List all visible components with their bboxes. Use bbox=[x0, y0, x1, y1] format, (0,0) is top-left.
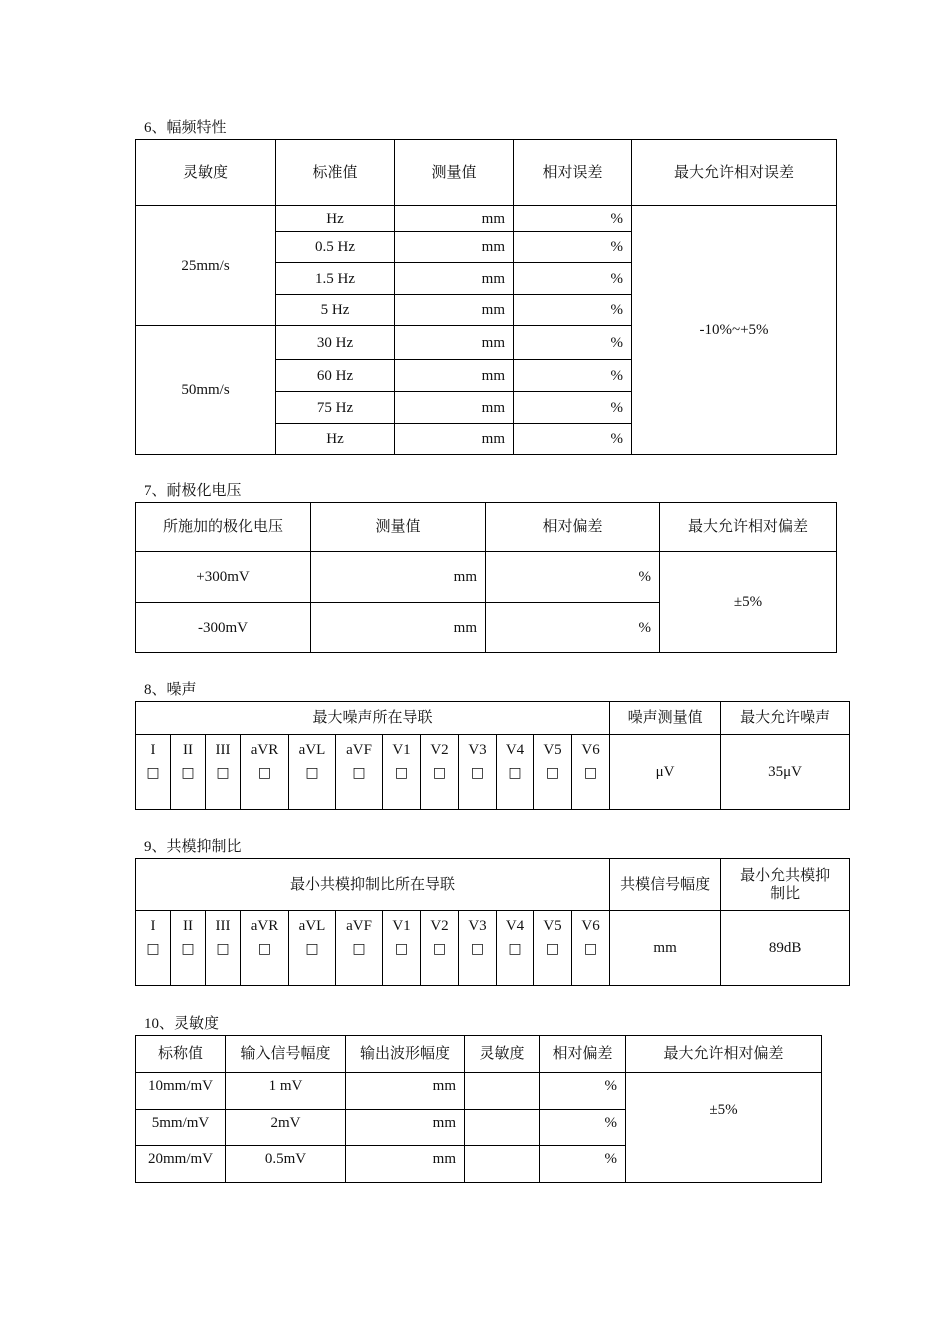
lead-option-v4[interactable] bbox=[497, 735, 534, 810]
common-mode-amplitude-value[interactable]: mm bbox=[610, 911, 721, 986]
lead-label: aVL bbox=[298, 742, 326, 758]
checkbox-icon[interactable]: □ bbox=[352, 941, 366, 957]
lead-label: V5 bbox=[543, 742, 562, 758]
lead-option-v5[interactable] bbox=[534, 911, 572, 986]
checkbox-icon[interactable]: □ bbox=[470, 941, 485, 957]
sensitivity-cell[interactable] bbox=[465, 1146, 540, 1183]
max-allowed-deviation-value: ±5% bbox=[660, 552, 837, 653]
measured-value-cell[interactable]: mm bbox=[395, 295, 514, 326]
max-allowed-deviation-value: ±5% bbox=[626, 1073, 822, 1183]
header-max-noise-lead: 最大噪声所在导联 bbox=[136, 702, 610, 735]
header-measured-value: 测量值 bbox=[311, 503, 486, 552]
noise-measured-value[interactable]: μV bbox=[610, 735, 721, 810]
nominal-value-cell: 5mm/mV bbox=[136, 1110, 226, 1146]
max-allowed-error-value: -10%~+5% bbox=[632, 206, 837, 455]
nominal-value-cell: 10mm/mV bbox=[136, 1073, 226, 1110]
header-measured-value: 测量值 bbox=[395, 140, 514, 206]
header-output-amplitude: 输出波形幅度 bbox=[346, 1036, 465, 1073]
lead-option-ii[interactable] bbox=[171, 911, 206, 986]
relative-deviation-cell[interactable]: % bbox=[540, 1146, 626, 1183]
group-25mm-s: 25mm/s bbox=[136, 206, 276, 326]
measured-value-cell[interactable]: mm bbox=[311, 603, 486, 653]
output-amplitude-cell[interactable]: mm bbox=[346, 1146, 465, 1183]
header-nominal-value: 标称值 bbox=[136, 1036, 226, 1073]
relative-error-cell[interactable]: % bbox=[514, 206, 632, 232]
lead-label: V6 bbox=[581, 742, 600, 758]
section-7-title: 7、耐极化电压 bbox=[144, 483, 242, 499]
measured-value-cell[interactable]: mm bbox=[395, 263, 514, 295]
lead-option-avl[interactable] bbox=[289, 735, 336, 810]
lead-option-iii[interactable] bbox=[206, 735, 241, 810]
lead-label: V4 bbox=[505, 918, 525, 934]
checkbox-icon[interactable]: □ bbox=[508, 941, 522, 957]
measured-value-cell[interactable]: mm bbox=[395, 360, 514, 392]
lead-option-avl[interactable] bbox=[289, 911, 336, 986]
header-relative-deviation: 相对偏差 bbox=[486, 503, 660, 552]
measured-value-cell[interactable]: mm bbox=[311, 552, 486, 603]
lead-label: aVR bbox=[250, 742, 279, 758]
header-max-allowed-deviation: 最大允许相对偏差 bbox=[626, 1036, 822, 1073]
lead-label: V4 bbox=[505, 742, 525, 758]
lead-label: V5 bbox=[543, 918, 562, 934]
relative-error-cell[interactable]: % bbox=[514, 392, 632, 424]
lead-label: V1 bbox=[392, 918, 411, 934]
header-relative-error: 相对误差 bbox=[514, 140, 632, 206]
cmrr-table bbox=[135, 858, 850, 986]
lead-option-v6[interactable] bbox=[572, 735, 610, 810]
lead-option-avr[interactable] bbox=[241, 911, 289, 986]
input-amplitude-cell: 0.5mV bbox=[226, 1146, 346, 1183]
header-max-allowed-noise: 最大允许噪声 bbox=[721, 702, 850, 735]
section-9-title: 9、共模抑制比 bbox=[144, 839, 242, 855]
lead-option-iii[interactable] bbox=[206, 911, 241, 986]
relative-error-cell[interactable]: % bbox=[514, 263, 632, 295]
input-amplitude-cell: 1 mV bbox=[226, 1073, 346, 1110]
checkbox-icon[interactable]: □ bbox=[257, 765, 272, 781]
checkbox-icon[interactable]: □ bbox=[181, 765, 195, 781]
checkbox-icon[interactable]: □ bbox=[181, 941, 195, 957]
relative-deviation-cell[interactable]: % bbox=[486, 603, 660, 653]
checkbox-icon[interactable]: □ bbox=[432, 941, 447, 957]
checkbox-icon[interactable]: □ bbox=[394, 941, 409, 957]
measured-value-cell[interactable]: mm bbox=[395, 424, 514, 455]
checkbox-icon[interactable]: □ bbox=[216, 765, 230, 781]
lead-label: aVR bbox=[250, 918, 279, 934]
lead-label: V2 bbox=[430, 918, 449, 934]
header-min-allowed-cmrr: 最小允共模抑制比 bbox=[721, 859, 850, 911]
output-amplitude-cell[interactable]: mm bbox=[346, 1073, 465, 1110]
output-amplitude-cell[interactable]: mm bbox=[346, 1110, 465, 1146]
lead-label: III bbox=[215, 742, 231, 758]
applied-voltage-cell: -300mV bbox=[136, 603, 311, 653]
checkbox-icon[interactable]: □ bbox=[257, 941, 272, 957]
sensitivity-table bbox=[135, 1035, 822, 1183]
measured-value-cell[interactable]: mm bbox=[395, 326, 514, 360]
lead-label: II bbox=[183, 918, 193, 934]
standard-value-cell: 5 Hz bbox=[276, 295, 395, 326]
group-50mm-s: 50mm/s bbox=[136, 326, 276, 455]
standard-value-cell: 1.5 Hz bbox=[276, 263, 395, 295]
lead-option-v4[interactable] bbox=[497, 911, 534, 986]
lead-label: I bbox=[150, 918, 156, 934]
min-allowed-cmrr-value: 89dB bbox=[721, 911, 850, 986]
lead-option-i[interactable] bbox=[136, 735, 171, 810]
lead-label: V3 bbox=[468, 742, 487, 758]
lead-option-avr[interactable] bbox=[241, 735, 289, 810]
section-6-title: 6、幅频特性 bbox=[144, 120, 227, 136]
lead-label: V2 bbox=[430, 742, 449, 758]
checkbox-icon[interactable]: □ bbox=[545, 941, 560, 957]
checkbox-icon[interactable]: □ bbox=[216, 941, 230, 957]
lead-label: aVL bbox=[298, 918, 326, 934]
lead-option-avf[interactable] bbox=[336, 911, 383, 986]
checkbox-icon[interactable]: □ bbox=[352, 765, 366, 781]
header-input-amplitude: 输入信号幅度 bbox=[226, 1036, 346, 1073]
polarization-voltage-table bbox=[135, 502, 837, 653]
standard-value-cell: 60 Hz bbox=[276, 360, 395, 392]
relative-error-cell[interactable]: % bbox=[514, 232, 632, 263]
applied-voltage-cell: +300mV bbox=[136, 552, 311, 603]
relative-error-cell[interactable]: % bbox=[514, 360, 632, 392]
lead-option-v6[interactable] bbox=[572, 911, 610, 986]
lead-option-v2[interactable] bbox=[421, 911, 459, 986]
checkbox-icon[interactable]: □ bbox=[432, 765, 447, 781]
input-amplitude-cell: 2mV bbox=[226, 1110, 346, 1146]
lead-option-v1[interactable] bbox=[383, 911, 421, 986]
checkbox-icon[interactable]: □ bbox=[305, 941, 319, 957]
lead-label: II bbox=[183, 742, 193, 758]
relative-deviation-cell[interactable]: % bbox=[540, 1073, 626, 1110]
relative-deviation-cell[interactable]: % bbox=[540, 1110, 626, 1146]
checkbox-icon[interactable]: □ bbox=[394, 765, 409, 781]
sensitivity-cell[interactable] bbox=[465, 1073, 540, 1110]
measured-value-cell[interactable]: mm bbox=[395, 392, 514, 424]
header-sensitivity: 灵敏度 bbox=[136, 140, 276, 206]
lead-label: aVF bbox=[346, 742, 372, 758]
standard-value-cell: 75 Hz bbox=[276, 392, 395, 424]
lead-label: V3 bbox=[468, 918, 487, 934]
header-max-allowed-deviation: 最大允许相对偏差 bbox=[660, 503, 837, 552]
lead-option-i[interactable] bbox=[136, 911, 171, 986]
lead-option-avf[interactable] bbox=[336, 735, 383, 810]
checkbox-icon[interactable]: □ bbox=[146, 941, 160, 957]
checkbox-icon[interactable]: □ bbox=[545, 765, 560, 781]
checkbox-icon[interactable]: □ bbox=[470, 765, 485, 781]
lead-label: V6 bbox=[581, 918, 600, 934]
header-standard-value: 标准值 bbox=[276, 140, 395, 206]
header-noise-measured: 噪声测量值 bbox=[610, 702, 721, 735]
header-sensitivity: 灵敏度 bbox=[465, 1036, 540, 1073]
header-relative-deviation: 相对偏差 bbox=[540, 1036, 626, 1073]
standard-value-cell: 30 Hz bbox=[276, 326, 395, 360]
lead-option-v2[interactable] bbox=[421, 735, 459, 810]
lead-option-ii[interactable] bbox=[171, 735, 206, 810]
lead-option-v1[interactable] bbox=[383, 735, 421, 810]
header-min-cmrr-lead: 最小共模抑制比所在导联 bbox=[136, 859, 610, 911]
lead-option-v3[interactable] bbox=[459, 911, 497, 986]
relative-error-cell[interactable]: % bbox=[514, 295, 632, 326]
measured-value-cell[interactable]: mm bbox=[395, 206, 514, 232]
standard-value-cell: Hz bbox=[276, 424, 395, 455]
max-allowed-noise-value: 35μV bbox=[721, 735, 850, 810]
lead-option-v3[interactable] bbox=[459, 735, 497, 810]
header-max-allowed-error: 最大允许相对误差 bbox=[632, 140, 837, 206]
lead-label: aVF bbox=[346, 918, 372, 934]
measured-value-cell[interactable]: mm bbox=[395, 232, 514, 263]
relative-error-cell[interactable]: % bbox=[514, 326, 632, 360]
freq-response-table bbox=[135, 139, 837, 455]
checkbox-icon[interactable]: □ bbox=[583, 941, 598, 957]
checkbox-icon[interactable]: □ bbox=[508, 765, 522, 781]
standard-value-cell: 0.5 Hz bbox=[276, 232, 395, 263]
checkbox-icon[interactable]: □ bbox=[146, 765, 160, 781]
header-common-mode-amplitude: 共模信号幅度 bbox=[610, 859, 721, 911]
section-10-title: 10、灵敏度 bbox=[144, 1016, 220, 1032]
checkbox-icon[interactable]: □ bbox=[583, 765, 598, 781]
lead-label: V1 bbox=[392, 742, 411, 758]
relative-error-cell[interactable]: % bbox=[514, 424, 632, 455]
nominal-value-cell: 20mm/mV bbox=[136, 1146, 226, 1183]
noise-table bbox=[135, 701, 850, 810]
standard-value-cell: Hz bbox=[276, 206, 395, 232]
header-applied-voltage: 所施加的极化电压 bbox=[136, 503, 311, 552]
lead-label: III bbox=[215, 918, 231, 934]
relative-deviation-cell[interactable]: % bbox=[486, 552, 660, 603]
lead-label: I bbox=[150, 742, 156, 758]
sensitivity-cell[interactable] bbox=[465, 1110, 540, 1146]
section-8-title: 8、噪声 bbox=[144, 682, 197, 698]
lead-option-v5[interactable] bbox=[534, 735, 572, 810]
checkbox-icon[interactable]: □ bbox=[305, 765, 319, 781]
